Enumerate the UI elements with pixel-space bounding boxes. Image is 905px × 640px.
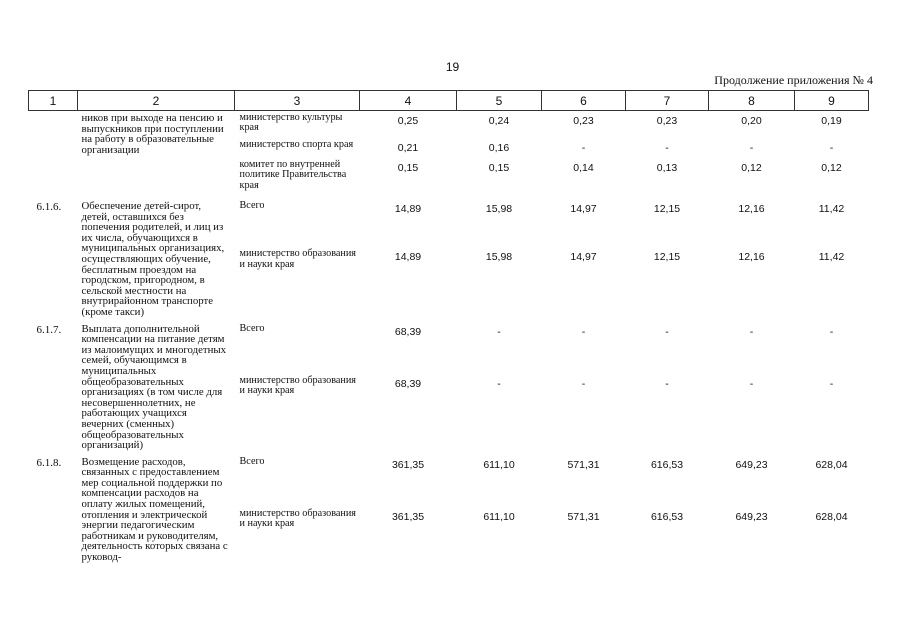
value-cell: - <box>829 325 834 338</box>
value-cell: 11,42 <box>818 203 845 216</box>
item-code <box>29 138 78 158</box>
value-cell: 0,23 <box>573 115 594 127</box>
value-cell: 14,89 <box>394 251 422 264</box>
page-number: 19 <box>445 60 460 74</box>
item-name: Возмещение расходов, связанных с предоставлением мер социальной поддержки по компенсации расходов на оплату жилых помещений, отопления и электрической энергии педагогическим работникам и руководителям, деятельность которых связана с руковод- <box>81 455 228 564</box>
value-cell: 0,25 <box>397 115 419 127</box>
value-cell: 12,15 <box>653 251 681 264</box>
value-cell: - <box>497 325 501 338</box>
item-name: Обеспечение детей-сирот, детей, оставшихся без попечения родителей, и лиц из их числа, обучающихся в муниципальных организациях, осуществляющих обучение, бесплатным проездом на городском, пригородном, в сельской местности на внутрирайонном транспорте (кроме такси) <box>81 200 225 318</box>
value-cell: 15,98 <box>485 251 513 264</box>
header-cell: 5 <box>457 91 542 111</box>
value-cell: 649,23 <box>735 458 768 471</box>
value-cell: 616,53 <box>650 510 684 523</box>
item-code: 6.1.7. <box>36 323 62 336</box>
item-name: ников при выходе на пенсию и выпускников при поступлении на работу в образовательные организации <box>81 112 224 156</box>
executor: Всего <box>239 322 265 334</box>
continuation-note: Продолжение приложения № 4 <box>714 73 873 87</box>
value-cell: 616,53 <box>650 458 684 471</box>
value-cell: 0,12 <box>741 161 762 174</box>
table-row <box>29 199 869 247</box>
executor: министерство образования и науки края <box>239 248 356 270</box>
header-cell: 7 <box>626 91 709 111</box>
value-cell: 611,10 <box>483 458 515 471</box>
header-cell: 3 <box>235 91 360 111</box>
value-cell: 628,04 <box>815 510 848 523</box>
value-cell: 14,97 <box>570 251 597 264</box>
value-cell: - <box>749 325 754 338</box>
value-cell: 68,39 <box>394 377 422 390</box>
executor: министерство образования и науки края <box>239 507 356 530</box>
header-cell: 2 <box>78 91 235 111</box>
value-cell: 361,35 <box>391 510 425 523</box>
value-cell: 571,31 <box>567 510 600 523</box>
value-cell: - <box>749 377 754 390</box>
table-row <box>29 455 869 507</box>
value-cell: 0,12 <box>821 161 842 174</box>
value-cell: 12,16 <box>738 251 765 264</box>
item-code: 6.1.6. <box>36 201 62 214</box>
value-cell: 0,15 <box>488 161 510 174</box>
value-cell: - <box>665 377 669 390</box>
header-row <box>29 91 869 111</box>
value-cell: - <box>581 377 586 390</box>
table-row <box>29 322 869 374</box>
item-code <box>29 111 78 138</box>
value-cell: 0,14 <box>573 161 594 174</box>
value-cell: 628,04 <box>815 458 848 471</box>
value-cell: - <box>749 141 754 154</box>
value-cell: 0,19 <box>821 115 842 127</box>
value-cell: 11,42 <box>818 251 845 264</box>
value-cell: 611,10 <box>483 510 515 523</box>
value-cell: 0,21 <box>397 141 419 154</box>
executor: министерство спорта края <box>239 138 354 150</box>
value-cell: - <box>665 325 669 338</box>
value-cell: - <box>829 377 834 390</box>
value-cell: 0,23 <box>656 115 678 127</box>
header-cell: 6 <box>542 91 626 111</box>
executor: министерство образования и науки края <box>239 374 356 397</box>
value-cell: - <box>497 377 501 390</box>
value-cell: 68,39 <box>394 325 422 338</box>
value-cell: - <box>665 141 669 154</box>
value-cell: 0,20 <box>741 115 762 127</box>
value-cell: 0,15 <box>397 161 419 174</box>
value-cell: 15,98 <box>485 203 513 216</box>
executor: Всего <box>239 200 265 212</box>
item-code: 6.1.8. <box>36 456 62 469</box>
value-cell: 14,97 <box>570 203 597 216</box>
value-cell: 361,35 <box>391 458 425 471</box>
value-cell: 0,24 <box>488 115 510 127</box>
value-cell: 14,89 <box>394 203 422 216</box>
value-cell: 12,16 <box>738 203 765 216</box>
appendix-table <box>28 90 869 567</box>
executor: Всего <box>239 455 265 467</box>
value-cell: - <box>581 325 586 338</box>
header-cell: 1 <box>29 91 78 111</box>
item-code <box>29 158 78 199</box>
executor: комитет по внутренней политике Правительства края <box>239 158 347 191</box>
item-name: Выплата дополнительной компенсации на питание детям из малоимущих и многодетных семей, обучающимся в муниципальных общеобразовательных организациях (в том числе для несовершеннолетних, не работающих учащихся вечерних (сменных) общеобразовательных организаций) <box>81 322 227 452</box>
table-row <box>29 111 869 138</box>
header-cell: 8 <box>709 91 795 111</box>
executor: министерство культуры края <box>239 112 343 134</box>
value-cell: - <box>829 141 834 154</box>
value-cell: - <box>581 141 586 154</box>
value-cell: 0,13 <box>656 161 678 174</box>
value-cell: 0,16 <box>488 141 510 154</box>
value-cell: 12,15 <box>653 203 681 216</box>
value-cell: 571,31 <box>567 458 600 471</box>
header-cell: 9 <box>795 91 869 111</box>
value-cell: 649,23 <box>735 510 768 523</box>
header-cell: 4 <box>360 91 457 111</box>
